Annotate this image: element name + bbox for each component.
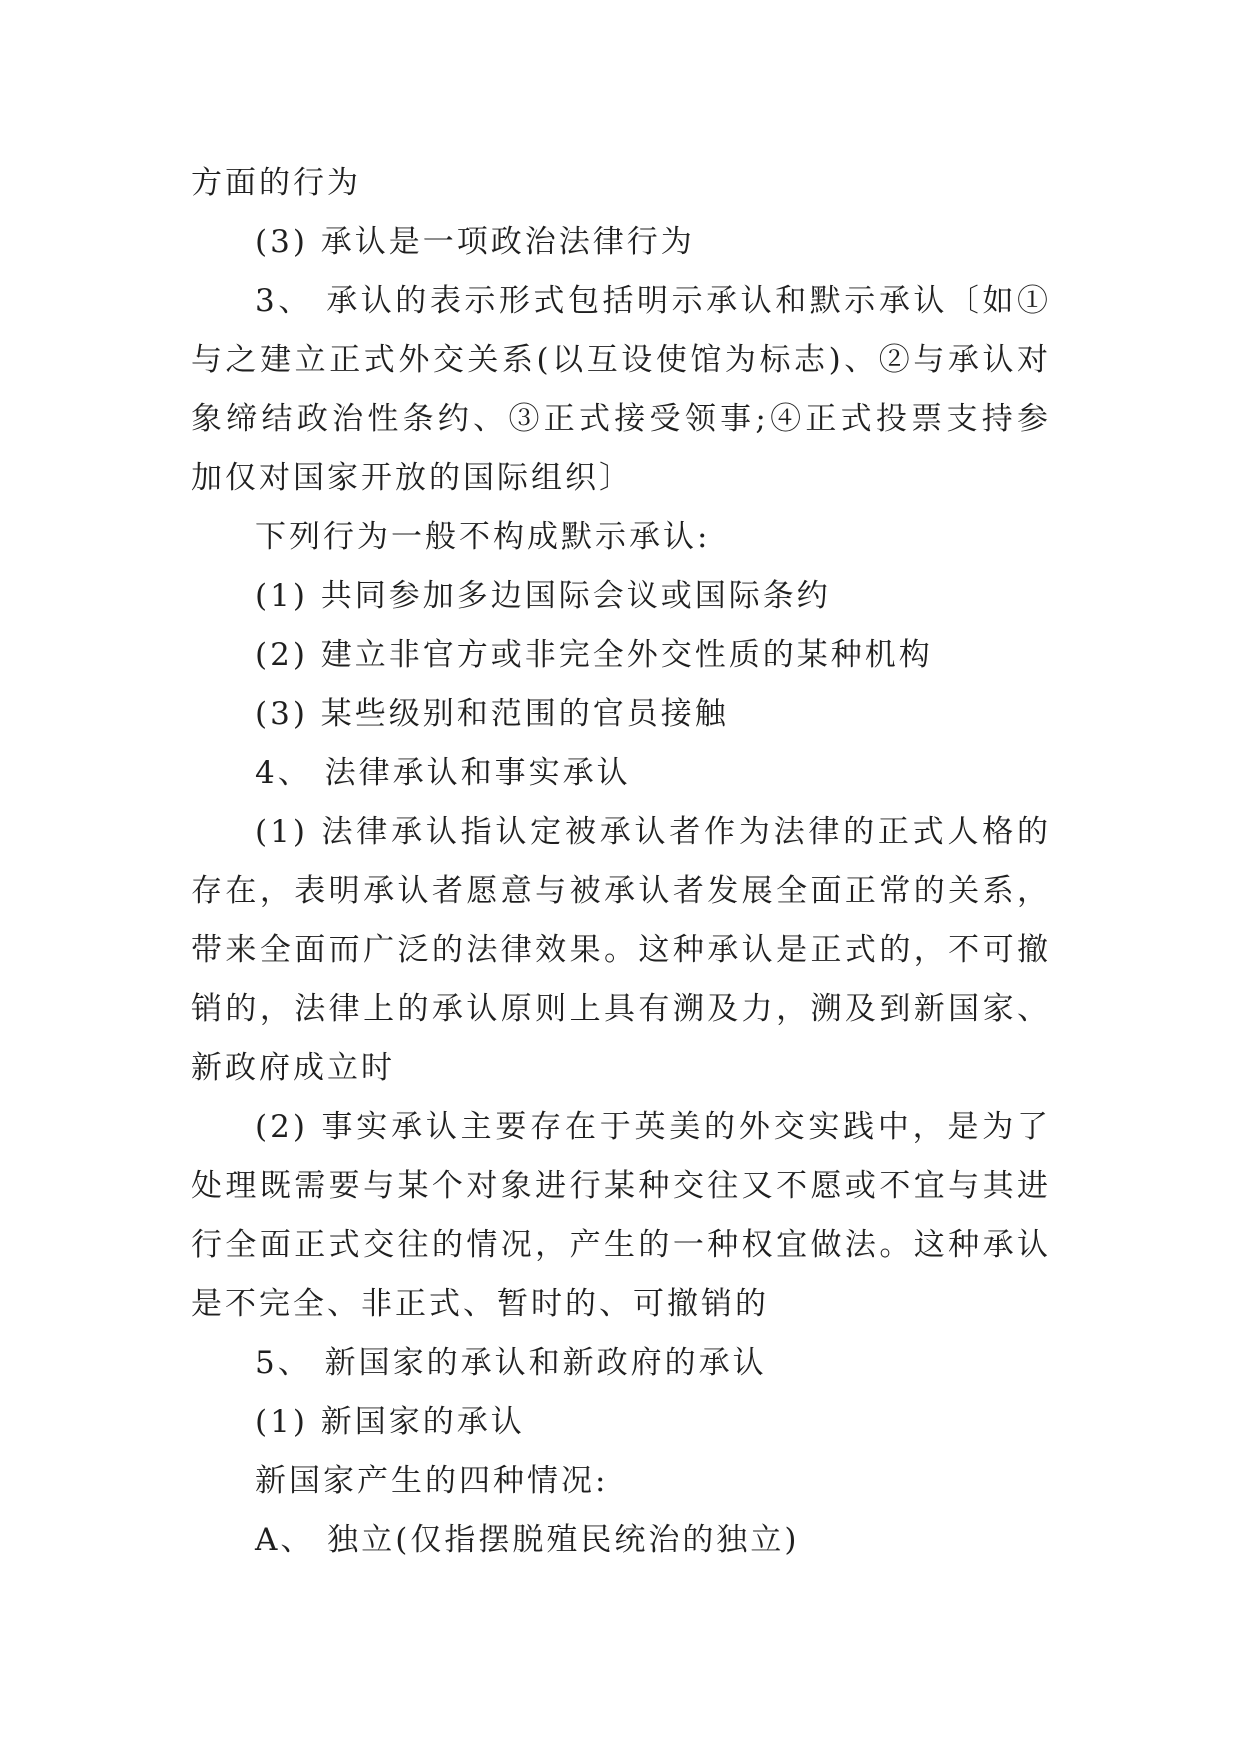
- paragraph: 新国家产生的四种情况:: [255, 1463, 609, 1499]
- paragraph: (1) 法律承认指认定被承认者作为法律的正式人格的存在，表明承认者愿意与被承认者发展全面正常的关系，带来全面而广泛的法律效果。这种承认是正式的，不可撤销的，法律上的承认原则上具有溯及力，溯及到新国家、新政府成立时: [191, 814, 1051, 1086]
- paragraph: (2) 事实承认主要存在于英美的外交实践中，是为了处理既需要与某个对象进行某种交往又不愿或不宜与其进行全面正式交往的情况，产生的一种权宜做法。这种承认是不完全、非正式、暂时的、可撤销的: [191, 1109, 1051, 1322]
- paragraph: (3) 某些级别和范围的官员接触: [255, 696, 729, 732]
- paragraph: (2) 建立非官方或非完全外交性质的某种机构: [255, 637, 933, 673]
- paragraph: A、 独立(仅指摆脱殖民统治的独立): [255, 1522, 800, 1558]
- paragraph: 4、 法律承认和事实承认: [255, 755, 631, 791]
- paragraph: (3) 承认是一项政治法律行为: [255, 224, 695, 260]
- paragraph: (1) 新国家的承认: [255, 1404, 525, 1440]
- paragraph: 方面的行为: [191, 165, 361, 201]
- paragraph: 3、 承认的表示形式包括明示承认和默示承认〔如①与之建立正式外交关系(以互设使馆为标志)、②与承认对象缔结政治性条约、③正式接受领事;④正式投票支持参加仅对国家开放的国际组织〕: [191, 283, 1051, 496]
- document-body: [191, 154, 1051, 1570]
- paragraph: 5、 新国家的承认和新政府的承认: [255, 1345, 767, 1381]
- paragraph: (1) 共同参加多边国际会议或国际条约: [255, 578, 831, 614]
- paragraph: 下列行为一般不构成默示承认:: [255, 519, 711, 555]
